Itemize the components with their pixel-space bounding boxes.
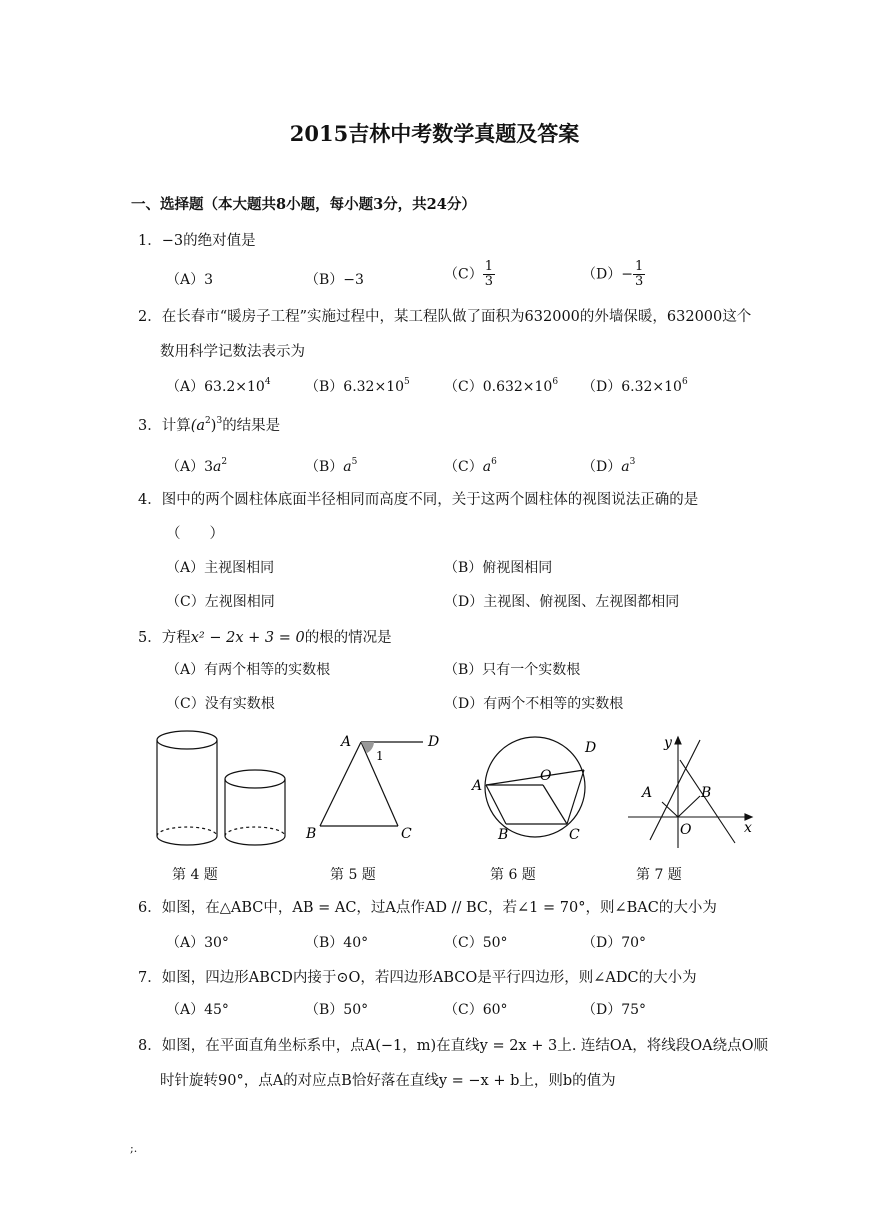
q2-option-b: $(B)6.32\times 10^5$ [305,377,410,395]
q3-option-c: $(C)a^6$ [444,457,497,475]
q3-option-a: $(A)3a^2$ [166,457,228,475]
question-6-stem: 6．如图，在△ABC中，AB = AC，过A点作AD // BC，若∠1 = 70°，则∠BAC的大小为 [138,900,717,916]
q2-option-a: $(A)63.2\times 10^4$ [166,377,271,395]
page-title: 2015吉林中考数学真题及答案 [289,121,580,146]
answer-blank: （ ） [166,526,224,542]
fig5-label-c: C [401,826,412,842]
q3-option-d: $(D)a^3$ [582,457,636,475]
q5-option-b: （B）只有一个实数根 [444,662,581,678]
q5-option-d: （D）有两个不相等的实数根 [444,696,624,712]
fig6-label-c: C [569,827,580,843]
question-5-stem: 5．方程x² − 2x + 3 = 0的根的情况是 [138,630,392,646]
fig6-label-o: O [540,768,552,784]
question-4-stem: 4．图中的两个圆柱体底面半径相同而高度不同，关于这两个圆柱体的视图说法正确的是 [138,492,699,508]
q4-option-d: （D）主视图、俯视图、左视图都相同 [444,594,680,610]
q7-option-c: （C）60° [444,1002,508,1018]
q6-option-b: （B）40° [305,935,369,951]
tall-cylinder-top [157,731,217,749]
caption-fig4: 第 4 题 [172,867,218,883]
fig5-label-1: 1 [376,749,384,763]
fig5-label-d: D [428,734,440,750]
figure-6-circle [485,737,585,837]
fig7-label-x: x [744,820,752,836]
question-2-stem: 2．在长春市“暖房子工程”实施过程中，某工程队做了面积为632000的外墙保暖，632000这个 [138,309,752,325]
q5-option-c: （C）没有实数根 [166,696,275,712]
q7-option-d: （D）75° [582,1002,647,1018]
figure-4-cylinders [157,731,285,845]
footer-mark: ;. [130,1142,138,1155]
q1-option-c: （C） $\frac{1}{3}$ [444,259,493,289]
question-8-stem: 8．如图，在平面直角坐标系中，点A(−1，m)在直线y = 2x + 3上. 连结OA，将线段OA绕点O顺 [138,1038,769,1054]
fig6-label-b: B [498,827,509,843]
fraction: $\frac{1}{3}$ [484,259,493,289]
fig7-label-y: y [664,735,672,751]
caption-fig6: 第 6 题 [490,867,536,883]
q2-option-d: $(D)6.32\times 10^6$ [582,377,688,395]
q3-option-b: $(B)a^5$ [305,457,358,475]
fig7-label-a: A [642,785,653,801]
q4-option-c: （C）左视图相同 [166,594,275,610]
q4-option-b: （B）俯视图相同 [444,560,553,576]
q7-option-b: （B）50° [305,1002,369,1018]
caption-fig5: 第 5 题 [330,867,376,883]
question-1-stem: 1．−3的绝对值是 [138,233,256,249]
short-cylinder-top [225,770,285,788]
q6-option-c: （C）50° [444,935,508,951]
q6-option-d: （D）70° [582,935,647,951]
q1-option-a: （A）3 [166,272,214,288]
fraction: $\frac{1}{3}$ [634,259,644,289]
q6-option-a: （A）30° [166,935,229,951]
fig7-label-b: B [701,785,712,801]
question-2-stem-cont: 数用科学记数法表示为 [160,344,305,360]
question-8-stem-cont: 时针旋转90°，点A的对应点B恰好落在直线y = −x + b上，则b的值为 [160,1073,616,1089]
question-3-stem: 3．计算$(a^2)^3$的结果是 [138,416,281,434]
q1-option-b: （B）−3 [305,272,364,288]
fig7-label-o: O [680,822,692,838]
fig5-label-b: B [306,826,317,842]
question-7-stem: 7．如图，四边形ABCD内接于⊙O，若四边形ABCO是平行四边形，则∠ADC的大小为 [138,970,697,986]
q4-option-a: （A）主视图相同 [166,560,275,576]
q7-option-a: （A）45° [166,1002,229,1018]
q1-option-d: （D）− $\frac{1}{3}$ [582,259,644,289]
fig6-label-a: A [472,778,483,794]
fig5-label-a: A [341,734,352,750]
fig6-label-d: D [585,740,597,756]
question-number: 1． [138,233,162,249]
q2-option-c: $(C)0.632\times 10^6$ [444,377,559,395]
figure-5-triangle [320,742,423,826]
caption-fig7: 第 7 题 [636,867,682,883]
q5-option-a: （A）有两个相等的实数根 [166,662,331,678]
section-heading: 一、选择题（本大题共8小题，每小题3分，共24分） [131,196,476,213]
